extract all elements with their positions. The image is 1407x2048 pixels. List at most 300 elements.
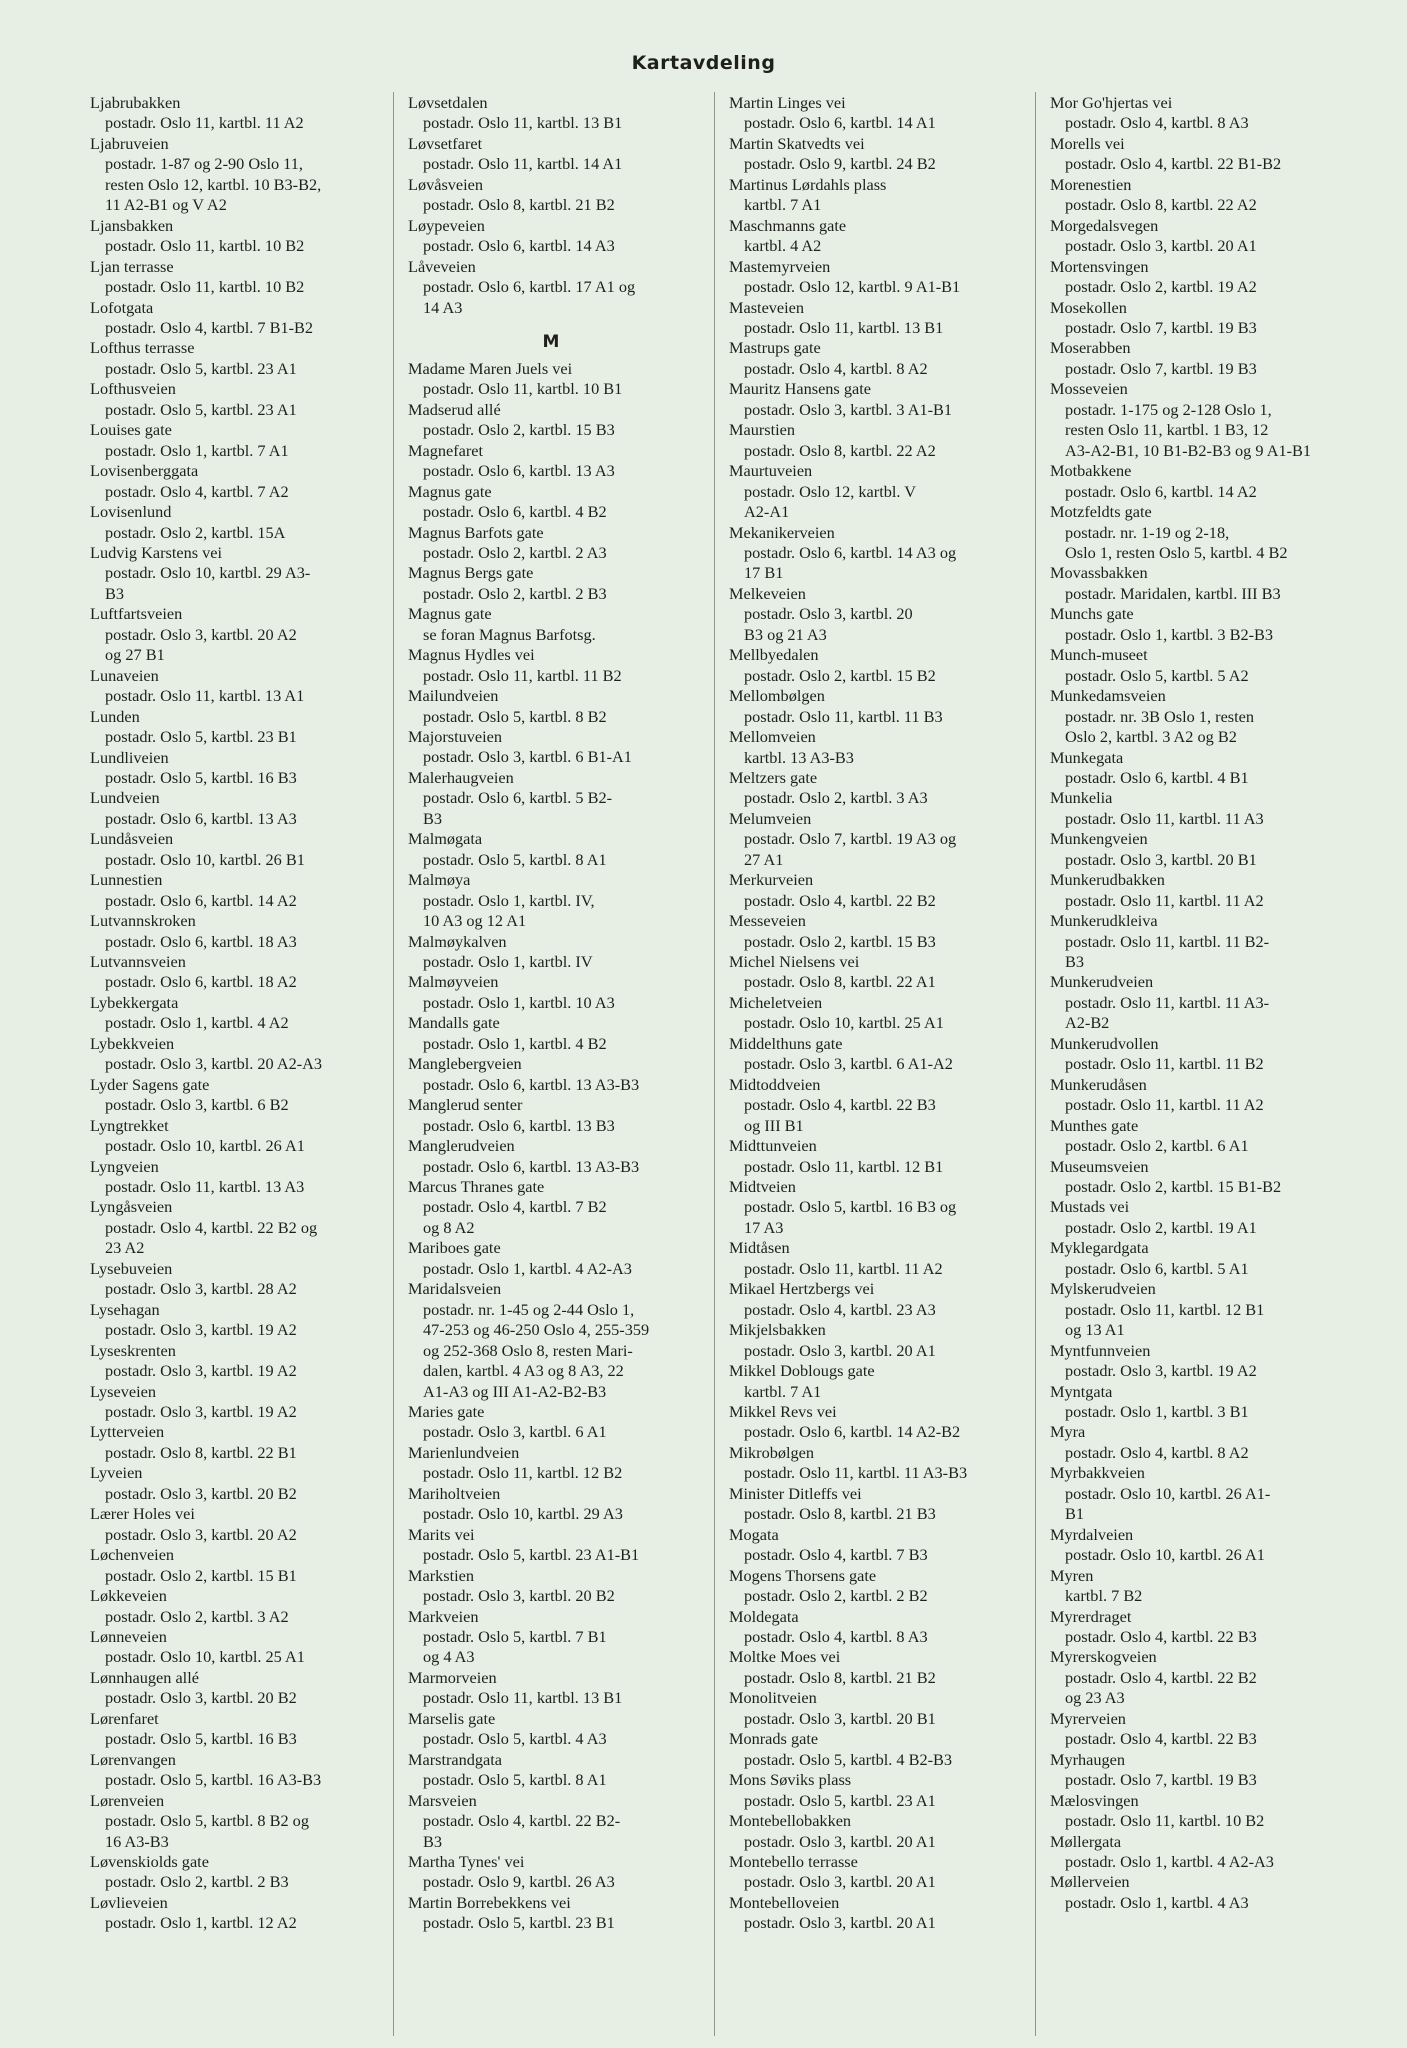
street-entry — [408, 1443, 694, 1484]
street-entry — [408, 1750, 694, 1791]
street-name: Myrhaugen — [1050, 1749, 1126, 1769]
street-entry — [1050, 604, 1333, 645]
street-name: Munkerudvollen — [1050, 1033, 1159, 1053]
street-name: Midtoddveien — [729, 1074, 821, 1094]
street-name: Louises gate — [90, 420, 172, 440]
street-detail: og 8 A2 — [423, 1217, 475, 1237]
street-name: Maschmanns gate — [729, 215, 847, 235]
street-entry — [90, 604, 373, 665]
street-entry — [1050, 1791, 1333, 1832]
street-detail: postadr. Oslo 11, kartbl. 11 B3 — [744, 706, 943, 726]
street-entry — [1050, 563, 1333, 604]
street-detail: postadr. Oslo 5, kartbl. 23 A1-B1 — [423, 1545, 640, 1565]
street-entry — [729, 216, 1013, 257]
street-entry — [729, 809, 1013, 870]
street-detail: postadr. Oslo 1, kartbl. 4 A3 — [1065, 1892, 1249, 1912]
street-entry — [90, 1545, 373, 1586]
street-name: Ludvig Karstens vei — [90, 542, 223, 562]
street-name: Lofthus terrasse — [90, 338, 195, 358]
street-detail: postadr. Oslo 3, kartbl. 19 A2 — [105, 1402, 297, 1421]
street-detail: postadr. Oslo 5, kartbl. 5 A2 — [1065, 665, 1249, 685]
street-name: Møllerveien — [1050, 1872, 1130, 1892]
street-detail: postadr. Oslo 5, kartbl. 16 A3-B3 — [105, 1770, 322, 1790]
street-detail: postadr. Oslo 4, kartbl. 8 A2 — [1065, 1442, 1249, 1462]
street-entry — [90, 1382, 373, 1423]
street-name: Løvåsveien — [408, 174, 484, 194]
street-entry — [1050, 298, 1333, 339]
street-detail: postadr. Oslo 1, kartbl. 4 A2-A3 — [1065, 1851, 1274, 1871]
street-entry — [729, 1320, 1013, 1361]
street-name: Lutvannsveien — [90, 952, 186, 972]
street-entry — [408, 1709, 694, 1750]
street-detail: postadr. Maridalen, kartbl. III B3 — [1065, 583, 1281, 603]
street-entry — [729, 1688, 1013, 1729]
street-entry — [90, 502, 373, 543]
street-detail: og III B1 — [744, 1115, 804, 1135]
street-detail: postadr. Oslo 2, kartbl. 2 B3 — [105, 1872, 289, 1892]
street-entry — [408, 359, 694, 400]
street-entry — [1050, 1238, 1333, 1279]
street-name: Moserabben — [1050, 338, 1131, 358]
street-entry — [1050, 1832, 1333, 1873]
street-name: Majorstuveien — [408, 727, 503, 747]
street-name: Lønnhaugen allé — [90, 1667, 199, 1687]
index-column-3 — [729, 93, 1013, 2033]
street-detail: postadr. Oslo 5, kartbl. 4 B2-B3 — [744, 1749, 953, 1769]
street-entry — [90, 1463, 373, 1504]
street-name: Malmøya — [408, 870, 471, 890]
street-detail: postadr. Oslo 4, kartbl. 8 A3 — [744, 1626, 928, 1646]
street-entry — [729, 1893, 1013, 1934]
street-entry — [1050, 911, 1333, 972]
street-detail: postadr. Oslo 12, kartbl. 9 A1-B1 — [744, 277, 961, 297]
street-entry — [729, 379, 1013, 420]
street-detail: postadr. Oslo 4, kartbl. 22 B2 — [1065, 1667, 1257, 1687]
street-entry — [1050, 1034, 1333, 1075]
street-detail: postadr. Oslo 3, kartbl. 20 B2 — [105, 1483, 297, 1503]
street-detail: postadr. Oslo 3, kartbl. 20 A2 — [105, 1524, 297, 1544]
street-name: Messeveien — [729, 911, 806, 931]
street-name: Lundåsveien — [90, 829, 174, 849]
street-detail: postadr. Oslo 3, kartbl. 20 A1 — [744, 1913, 936, 1933]
street-name: Merkurveien — [729, 870, 814, 890]
street-detail: postadr. Oslo 4, kartbl. 22 B3 — [744, 1095, 936, 1115]
street-name: Malmøykalven — [408, 931, 507, 951]
street-detail: postadr. Oslo 5, kartbl. 16 B3 og — [744, 1197, 957, 1217]
street-detail: 14 A3 — [423, 297, 463, 317]
street-entry — [729, 1852, 1013, 1893]
street-name: Munkedamsveien — [1050, 686, 1166, 706]
street-detail: postadr. Oslo 3, kartbl. 6 A1 — [423, 1422, 607, 1442]
section-letter: M — [542, 331, 560, 352]
column-divider — [393, 92, 394, 2036]
street-entry — [1050, 1422, 1333, 1463]
street-entry — [729, 1361, 1013, 1402]
street-name: Micheletveien — [729, 992, 823, 1012]
street-detail: postadr. Oslo 4, kartbl. 8 A2 — [744, 358, 928, 378]
street-detail: 11 A2-B1 og V A2 — [105, 195, 227, 215]
street-detail: postadr. Oslo 6, kartbl. 14 A2 — [1065, 481, 1257, 501]
street-entry — [90, 1341, 373, 1382]
street-name: Lyngveien — [90, 1156, 159, 1176]
street-entry — [90, 1893, 373, 1934]
street-name: Myntfunnveien — [1050, 1340, 1151, 1360]
street-name: Montebellobakken — [729, 1811, 852, 1831]
street-name: Løchenveien — [90, 1545, 175, 1565]
street-detail: postadr. Oslo 3, kartbl. 19 A2 — [1065, 1361, 1257, 1381]
street-detail: postadr. Oslo 5, kartbl. 16 B3 — [105, 767, 297, 787]
street-detail: postadr. Oslo 3, kartbl. 6 A1-A2 — [744, 1054, 953, 1074]
street-detail: postadr. Oslo 3, kartbl. 19 A2 — [105, 1361, 297, 1381]
street-entry — [1050, 1709, 1333, 1750]
street-entry — [408, 1566, 694, 1607]
street-entry — [90, 993, 373, 1034]
street-name: Mellombølgen — [729, 686, 825, 706]
street-entry — [90, 911, 373, 952]
street-entry — [90, 1422, 373, 1463]
street-name: Lovisenlund — [90, 502, 172, 522]
street-entry — [90, 461, 373, 502]
street-name: Marstrandgata — [408, 1749, 503, 1769]
street-detail: postadr. Oslo 11, kartbl. 10 B2 — [105, 277, 305, 297]
street-detail: postadr. Oslo 7, kartbl. 19 B3 — [1065, 317, 1257, 337]
street-detail: postadr. Oslo 1, kartbl. 4 A2 — [105, 1013, 289, 1033]
street-entry — [729, 523, 1013, 584]
street-detail: postadr. Oslo 7, kartbl. 19 A3 og — [744, 829, 957, 849]
street-detail: kartbl. 7 A1 — [744, 195, 822, 215]
street-entry — [1050, 1382, 1333, 1423]
street-name: Ljabruveien — [90, 133, 169, 153]
street-entry — [408, 257, 694, 318]
street-entry — [1050, 1607, 1333, 1648]
street-name: Munkerudveien — [1050, 972, 1154, 992]
street-detail: postadr. Oslo 2, kartbl. 15 B1-B2 — [1065, 1177, 1282, 1197]
street-detail: og 4 A3 — [423, 1647, 475, 1667]
street-entry — [90, 1197, 373, 1258]
street-entry — [408, 1402, 694, 1443]
street-name: Lybekkveien — [90, 1033, 175, 1053]
street-entry — [408, 1852, 694, 1893]
street-name: Myrerskogveien — [1050, 1647, 1157, 1667]
street-name: Martin Linges vei — [729, 93, 846, 112]
street-detail: postadr. Oslo 11, kartbl. 12 B1 — [744, 1156, 944, 1176]
street-detail: B3 — [105, 583, 125, 603]
street-name: Marselis gate — [408, 1708, 496, 1728]
street-entry — [408, 727, 694, 768]
street-name: Midtveien — [729, 1177, 796, 1197]
street-name: Myrbakkveien — [1050, 1463, 1145, 1483]
street-entry — [729, 1177, 1013, 1238]
index-column-2 — [408, 93, 694, 2033]
street-detail: postadr. Oslo 6, kartbl. 4 B1 — [1065, 767, 1249, 787]
street-detail: postadr. Oslo 10, kartbl. 25 A1 — [744, 1013, 944, 1033]
street-name: Martin Borrebekkens vei — [408, 1892, 571, 1912]
street-entry — [90, 1300, 373, 1341]
street-entry — [1050, 216, 1333, 257]
street-detail: 27 A1 — [744, 849, 784, 869]
street-entry — [408, 400, 694, 441]
street-entry — [90, 1504, 373, 1545]
street-detail: postadr. Oslo 10, kartbl. 29 A3- — [105, 563, 311, 583]
street-name: Marits vei — [408, 1524, 475, 1544]
street-detail: postadr. Oslo 4, kartbl. 7 B3 — [744, 1545, 928, 1565]
street-name: Lunaveien — [90, 665, 159, 685]
street-name: Munchs gate — [1050, 604, 1134, 624]
street-detail: postadr. Oslo 11, kartbl. 10 B2 — [105, 236, 305, 256]
street-detail: postadr. Oslo 6, kartbl. 18 A2 — [105, 972, 297, 992]
street-name: Mikkel Revs vei — [729, 1402, 837, 1421]
street-detail: postadr. Oslo 5, kartbl. 8 B2 og — [105, 1811, 309, 1831]
street-detail: postadr. Oslo 5, kartbl. 23 B1 — [105, 727, 297, 747]
street-detail: se foran Magnus Barfotsg. — [423, 624, 596, 644]
street-detail: postadr. Oslo 10, kartbl. 26 A1- — [1065, 1483, 1271, 1503]
street-name: Løkkeveien — [90, 1586, 167, 1606]
street-detail: postadr. Oslo 1, kartbl. IV — [423, 952, 593, 972]
street-name: Malmøyveien — [408, 972, 499, 992]
street-name: Mikrobølgen — [729, 1442, 815, 1462]
street-name: Lyngtrekket — [90, 1115, 169, 1135]
street-name: Løvsetdalen — [408, 93, 488, 112]
street-entry — [729, 420, 1013, 461]
street-name: Manglebergveien — [408, 1054, 522, 1074]
street-entry — [408, 1177, 694, 1238]
street-detail: postadr. Oslo 2, kartbl. 15 B3 — [423, 420, 615, 440]
street-entry — [90, 1075, 373, 1116]
street-detail: postadr. Oslo 3, kartbl. 20 A1 — [744, 1831, 936, 1851]
street-detail: postadr. Oslo 1, kartbl. 4 B2 — [423, 1033, 607, 1053]
street-entry — [90, 543, 373, 604]
street-entry — [1050, 788, 1333, 829]
street-name: Myrdalveien — [1050, 1524, 1134, 1544]
street-detail: postadr. Oslo 8, kartbl. 22 A1 — [744, 972, 936, 992]
street-detail: postadr. Oslo 3, kartbl. 20 A1 — [1065, 236, 1257, 256]
street-name: Magnefaret — [408, 440, 484, 460]
street-detail: postadr. Oslo 6, kartbl. 14 A3 og — [744, 542, 957, 562]
street-entry — [408, 1095, 694, 1136]
street-detail: postadr. Oslo 2, kartbl. 6 A1 — [1065, 1136, 1249, 1156]
street-detail: postadr. Oslo 11, kartbl. 11 B2 — [423, 665, 622, 685]
street-entry — [90, 1668, 373, 1709]
street-entry — [1050, 870, 1333, 911]
street-detail: og 27 B1 — [105, 645, 165, 665]
street-name: Mariboes gate — [408, 1238, 501, 1258]
street-name: Myntgata — [1050, 1381, 1113, 1401]
street-name: Lørenvangen — [90, 1749, 176, 1769]
street-name: Manglerudveien — [408, 1136, 515, 1156]
street-entry — [90, 93, 373, 134]
street-entry — [1050, 748, 1333, 789]
street-entry — [90, 1750, 373, 1791]
street-entry — [729, 1484, 1013, 1525]
street-detail: kartbl. 13 A3-B3 — [744, 747, 854, 767]
street-name: Lyveien — [90, 1463, 143, 1483]
street-name: Lærer Holes vei — [90, 1504, 195, 1524]
street-name: Lysebuveien — [90, 1258, 173, 1278]
street-entry — [408, 932, 694, 973]
street-entry — [1050, 461, 1333, 502]
street-entry — [408, 93, 694, 134]
street-entry — [1050, 1197, 1333, 1238]
street-entry — [729, 1402, 1013, 1443]
street-entry — [729, 93, 1013, 134]
street-name: Mauritz Hansens gate — [729, 379, 871, 399]
street-entry — [729, 1279, 1013, 1320]
street-name: Myra — [1050, 1422, 1086, 1442]
street-name: Lørenveien — [90, 1790, 165, 1810]
street-detail: postadr. Oslo 8, kartbl. 22 B1 — [105, 1442, 297, 1462]
street-detail: A2-B2 — [1065, 1013, 1110, 1033]
street-detail: og 23 A3 — [1065, 1688, 1125, 1708]
street-detail: postadr. Oslo 2, kartbl. 15 B2 — [744, 665, 936, 685]
street-entry — [90, 1259, 373, 1300]
street-name: Lyseveien — [90, 1381, 157, 1401]
street-name: Mariholtveien — [408, 1483, 501, 1503]
street-detail: postadr. Oslo 10, kartbl. 26 B1 — [105, 849, 305, 869]
street-entry — [1050, 1566, 1333, 1607]
street-entry — [408, 686, 694, 727]
street-entry — [90, 257, 373, 298]
street-entry — [729, 768, 1013, 809]
street-name: Lutvannskroken — [90, 911, 196, 931]
street-detail: postadr. Oslo 2, kartbl. 3 A3 — [744, 788, 928, 808]
street-entry — [90, 1116, 373, 1157]
street-detail: postadr. Oslo 5, kartbl. 23 A1 — [744, 1790, 936, 1810]
street-detail: 47-253 og 46-250 Oslo 4, 255-359 — [423, 1320, 650, 1340]
street-detail: postadr. Oslo 11, kartbl. 11 A2 — [1065, 890, 1264, 910]
street-name: Movassbakken — [1050, 563, 1148, 583]
column-divider — [1035, 92, 1036, 2036]
street-name: Ljansbakken — [90, 215, 174, 235]
street-detail: postadr. Oslo 8, kartbl. 21 B2 — [423, 195, 615, 215]
street-name: Martha Tynes' vei — [408, 1851, 525, 1871]
street-detail: postadr. Oslo 6, kartbl. 14 A2 — [105, 890, 297, 910]
street-detail: postadr. Oslo 5, kartbl. 23 B1 — [423, 1913, 615, 1933]
street-name: Mellomveien — [729, 727, 816, 747]
street-detail: postadr. Oslo 11, kartbl. 10 B1 — [423, 379, 623, 399]
street-entry — [729, 1443, 1013, 1484]
street-detail: postadr. Oslo 3, kartbl. 6 B2 — [105, 1095, 289, 1115]
street-detail: B3 — [423, 808, 443, 828]
street-detail: postadr. Oslo 6, kartbl. 17 A1 og — [423, 277, 636, 297]
street-name: Lundliveien — [90, 747, 169, 767]
street-entry — [408, 1484, 694, 1525]
street-entry — [408, 1791, 694, 1852]
street-entry — [90, 1709, 373, 1750]
street-detail: postadr. Oslo 1, kartbl. 3 B2-B3 — [1065, 624, 1274, 644]
street-detail: postadr. Oslo 11, kartbl. 13 A3 — [105, 1177, 305, 1197]
street-entry — [90, 666, 373, 707]
street-entry — [408, 1054, 694, 1095]
street-detail: postadr. Oslo 1, kartbl. 10 A3 — [423, 992, 615, 1012]
street-name: Løypeveien — [408, 215, 485, 235]
street-entry — [90, 952, 373, 993]
street-detail: postadr. Oslo 11, kartbl. 13 B1 — [744, 317, 944, 337]
street-entry — [90, 707, 373, 748]
street-detail: postadr. Oslo 11, kartbl. 11 B2- — [1065, 931, 1270, 951]
street-entry — [90, 1586, 373, 1627]
street-detail: Oslo 1, resten Oslo 5, kartbl. 4 B2 — [1065, 542, 1288, 562]
street-detail: postadr. Oslo 2, kartbl. 15A — [105, 522, 286, 542]
street-entry — [90, 788, 373, 829]
street-entry — [729, 727, 1013, 768]
street-detail: postadr. Oslo 11, kartbl. 13 A1 — [105, 686, 305, 706]
street-detail: postadr. Oslo 1, kartbl. 7 A1 — [105, 440, 289, 460]
street-name: Morells vei — [1050, 133, 1125, 153]
street-entry — [408, 441, 694, 482]
street-name: Minister Ditleffs vei — [729, 1483, 862, 1503]
street-detail: 23 A2 — [105, 1238, 145, 1258]
street-entry — [1050, 1647, 1333, 1708]
street-entry — [729, 1136, 1013, 1177]
street-detail: postadr. Oslo 3, kartbl. 20 A1 — [744, 1340, 936, 1360]
street-detail: postadr. Oslo 8, kartbl. 21 B2 — [744, 1667, 936, 1687]
street-name: Løvenskiolds gate — [90, 1851, 209, 1871]
street-entry — [90, 420, 373, 461]
street-entry — [1050, 686, 1333, 747]
street-entry — [90, 829, 373, 870]
street-entry — [729, 1566, 1013, 1607]
street-entry — [408, 645, 694, 686]
street-detail: postadr. nr. 1-45 og 2-44 Oslo 1, — [423, 1299, 635, 1319]
street-name: Myklegardgata — [1050, 1238, 1149, 1258]
street-name: Middelthuns gate — [729, 1033, 843, 1053]
street-detail: A3-A2-B1, 10 B1-B2-B3 og 9 A1-B1 — [1065, 440, 1312, 460]
index-column-4 — [1050, 93, 1333, 2033]
street-entry — [729, 338, 1013, 379]
street-name: Ljabrubakken — [90, 93, 181, 112]
street-entry — [90, 1852, 373, 1893]
street-detail: Oslo 2, kartbl. 3 A2 og B2 — [1065, 727, 1237, 747]
street-entry — [1050, 1463, 1333, 1524]
street-detail: postadr. Oslo 9, kartbl. 26 A3 — [423, 1872, 615, 1892]
street-name: Luftfartsveien — [90, 604, 183, 624]
street-detail: postadr. Oslo 6, kartbl. 5 A1 — [1065, 1258, 1249, 1278]
street-entry — [408, 1893, 694, 1934]
street-detail: postadr. Oslo 4, kartbl. 8 A3 — [1065, 113, 1249, 133]
street-entry — [408, 1238, 694, 1279]
street-name: Moltke Moes vei — [729, 1647, 841, 1667]
street-detail: postadr. Oslo 2, kartbl. 19 A2 — [1065, 277, 1257, 297]
street-name: Myrerdraget — [1050, 1606, 1132, 1626]
street-detail: 16 A3-B3 — [105, 1831, 169, 1851]
street-name: Mikael Hertzbergs vei — [729, 1279, 875, 1299]
street-entry — [1050, 829, 1333, 870]
street-detail: postadr. Oslo 2, kartbl. 2 B3 — [423, 583, 607, 603]
street-name: Magnus gate — [408, 604, 492, 624]
street-detail: postadr. Oslo 7, kartbl. 19 B3 — [1065, 1770, 1257, 1790]
street-name: Mogata — [729, 1524, 779, 1544]
street-detail: postadr. Oslo 6, kartbl. 4 B2 — [423, 502, 607, 522]
street-entry — [90, 1034, 373, 1075]
street-name: Mekanikerveien — [729, 522, 835, 542]
street-entry — [729, 257, 1013, 298]
street-name: Madame Maren Juels vei — [408, 358, 573, 378]
street-detail: postadr. nr. 3B Oslo 1, resten — [1065, 706, 1255, 726]
street-name: Mogens Thorsens gate — [729, 1565, 877, 1585]
street-detail: A1-A3 og III A1-A2-B2-B3 — [423, 1381, 607, 1401]
page-title: Kartavdeling — [631, 52, 776, 74]
street-name: Lunnestien — [90, 870, 163, 890]
street-detail: postadr. Oslo 3, kartbl. 3 A1-B1 — [744, 399, 953, 419]
street-entry — [90, 748, 373, 789]
street-detail: kartbl. 4 A2 — [744, 236, 822, 256]
street-entry — [408, 523, 694, 564]
street-detail: postadr. Oslo 6, kartbl. 13 B3 — [423, 1115, 615, 1135]
street-name: Motzfeldts gate — [1050, 502, 1152, 522]
street-name: Motbakkene — [1050, 461, 1132, 481]
street-entry — [1050, 645, 1333, 686]
street-name: Montebelloveien — [729, 1892, 840, 1912]
